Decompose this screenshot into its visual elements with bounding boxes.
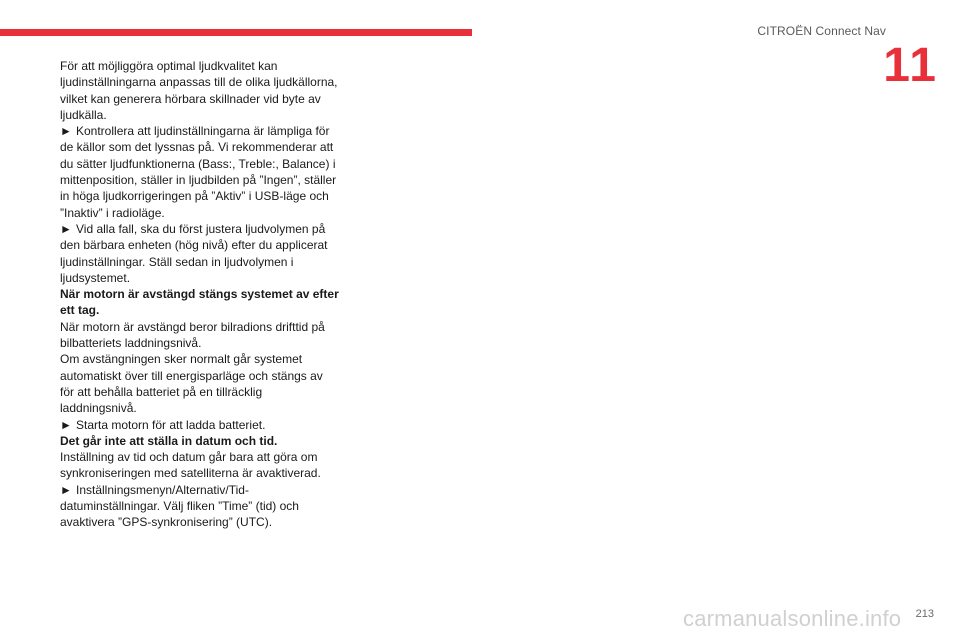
section-heading: När motorn är avstängd stängs systemet av efter ett tag. — [60, 287, 339, 318]
arrow-right-icon: ► — [60, 417, 72, 432]
step-item — [60, 221, 340, 286]
body-text — [60, 58, 340, 531]
step-item — [60, 417, 340, 433]
header-accent-bar — [0, 29, 472, 36]
step-item — [60, 123, 340, 221]
step-text: Kontrollera att ljudinställningarna är lämpliga för de källor som det lyssnas på. Vi rekommenderar att du sätter ljudfunktionerna (Bass:, Treble:, Balance) i mittenposition, ställer in ljudbilden på ”Ingen”, ställer in höga ljudkorrigeringen på ”Aktiv” i USB-läge och ”Inaktiv” i radioläge. — [60, 124, 337, 220]
arrow-right-icon: ► — [60, 124, 72, 139]
watermark[interactable]: carmanualsonline.info — [683, 606, 902, 631]
arrow-right-icon: ► — [60, 482, 72, 497]
paragraph: Om avstängningen sker normalt går systemet automatiskt över till energisparläge och stängs av för att behålla batteriet på en tillräcklig laddningsnivå. — [60, 352, 323, 416]
step-text: Inställningsmenyn/Alternativ/Tid-datuminställningar. Välj fliken ”Time” (tid) och avaktivera ”GPS-synkronisering” (UTC). — [60, 482, 299, 530]
section-heading: Det går inte att ställa in datum och tid. — [60, 433, 278, 448]
chapter-number: 11 — [883, 39, 938, 92]
paragraph: När motorn är avstängd beror bilradions drifttid på bilbatteriets laddningsnivå. — [60, 319, 325, 351]
manual-section-title: CITROËN Connect Nav — [757, 24, 886, 38]
step-text: Starta motorn för att ladda batteriet. — [76, 417, 266, 432]
arrow-right-icon: ► — [60, 221, 72, 236]
paragraph: För att möjliggöra optimal ljudkvalitet kan ljudinställningarna anpassas till de olika ljudkällorna, vilket kan generera hörbara skillnader vid byte av ljudkälla. — [60, 59, 338, 122]
paragraph: Inställning av tid och datum går bara att göra om synkroniseringen med satelliterna är avaktiverad. — [60, 450, 321, 481]
step-item — [60, 482, 340, 531]
step-text: Vid alla fall, ska du först justera ljudvolymen på den bärbara enheten (hög nivå) efter du applicerat ljudinställningar. Ställ sedan in ljudvolymen i ljudsystemet. — [60, 221, 328, 285]
page-number: 213 — [915, 608, 934, 620]
